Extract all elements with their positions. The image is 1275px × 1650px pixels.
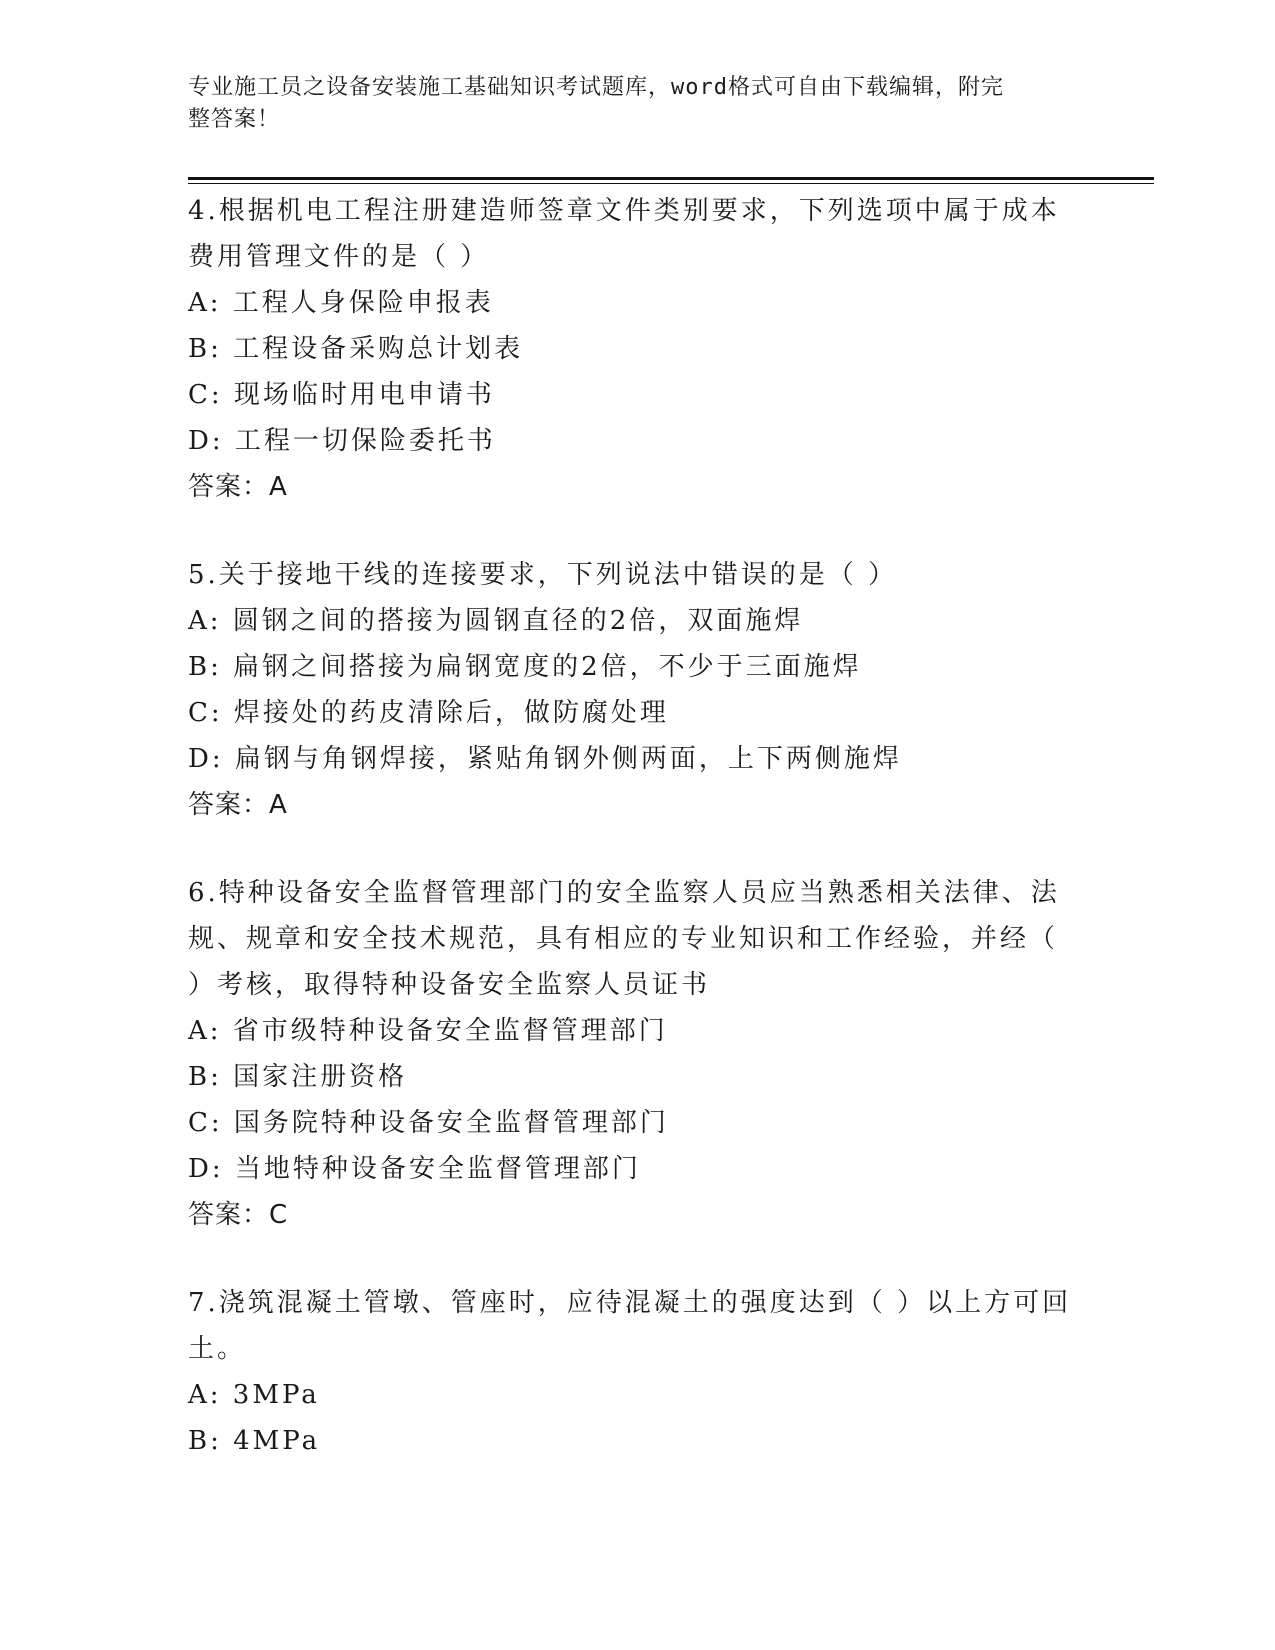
- option-b: B: 工程设备采购总计划表: [188, 334, 524, 364]
- question-stem-line: 费用管理文件的是（ ）: [188, 242, 490, 272]
- option-a: A: 省市级特种设备安全监督管理部门: [188, 1016, 668, 1046]
- question-list: [188, 188, 1088, 1464]
- option-c: C: 国务院特种设备安全监督管理部门: [188, 1108, 669, 1138]
- question-stem-line: 4.根据机电工程注册建造师签章文件类别要求，下列选项中属于成本: [188, 196, 1060, 226]
- answer-line: 答案：A: [188, 472, 288, 502]
- question-7: [188, 1280, 1088, 1464]
- option-a: A: 3MPa: [188, 1380, 320, 1410]
- option-d: D: 扁钢与角钢焊接，紧贴角钢外侧两面，上下两侧施焊: [188, 744, 902, 774]
- question-stem-line: 7.浇筑混凝土管墩、管座时，应待混凝土的强度达到（ ）以上方可回: [188, 1288, 1072, 1318]
- option-c: C: 现场临时用电申请书: [188, 380, 495, 410]
- question-stem-line: 土。: [188, 1334, 247, 1364]
- option-b: B: 4MPa: [188, 1426, 321, 1456]
- header-divider-thin: [188, 183, 1154, 184]
- header-line-1: 专业施工员之设备安装施工基础知识考试题库，word格式可自由下载编辑，附完: [188, 75, 1004, 100]
- answer-line: 答案：A: [188, 790, 288, 820]
- question-stem-line: ）考核，取得特种设备安全监察人员证书: [188, 970, 711, 1000]
- option-a: A: 工程人身保险申报表: [188, 288, 494, 318]
- document-header: [188, 72, 1068, 136]
- answer-line: 答案：C: [188, 1200, 289, 1230]
- question-stem-line: 5.关于接地干线的连接要求，下列说法中错误的是（ ）: [188, 560, 898, 590]
- question-stem-line: 规、规章和安全技术规范，具有相应的专业知识和工作经验，并经（: [188, 924, 1059, 954]
- option-b: B: 扁钢之间搭接为扁钢宽度的2倍，不少于三面施焊: [188, 652, 862, 682]
- question-4: [188, 188, 1088, 510]
- header-divider-thick: [188, 177, 1154, 180]
- option-b: B: 国家注册资格: [188, 1062, 408, 1092]
- question-stem-line: 6.特种设备安全监督管理部门的安全监察人员应当熟悉相关法律、法: [188, 878, 1060, 908]
- option-c: C: 焊接处的药皮清除后，做防腐处理: [188, 698, 669, 728]
- option-d: D: 当地特种设备安全监督管理部门: [188, 1154, 641, 1184]
- question-6: [188, 870, 1088, 1238]
- header-line-2: 整答案！: [188, 107, 281, 132]
- question-5: [188, 552, 1088, 828]
- option-d: D: 工程一切保险委托书: [188, 426, 496, 456]
- option-a: A: 圆钢之间的搭接为圆钢直径的2倍，双面施焊: [188, 606, 804, 636]
